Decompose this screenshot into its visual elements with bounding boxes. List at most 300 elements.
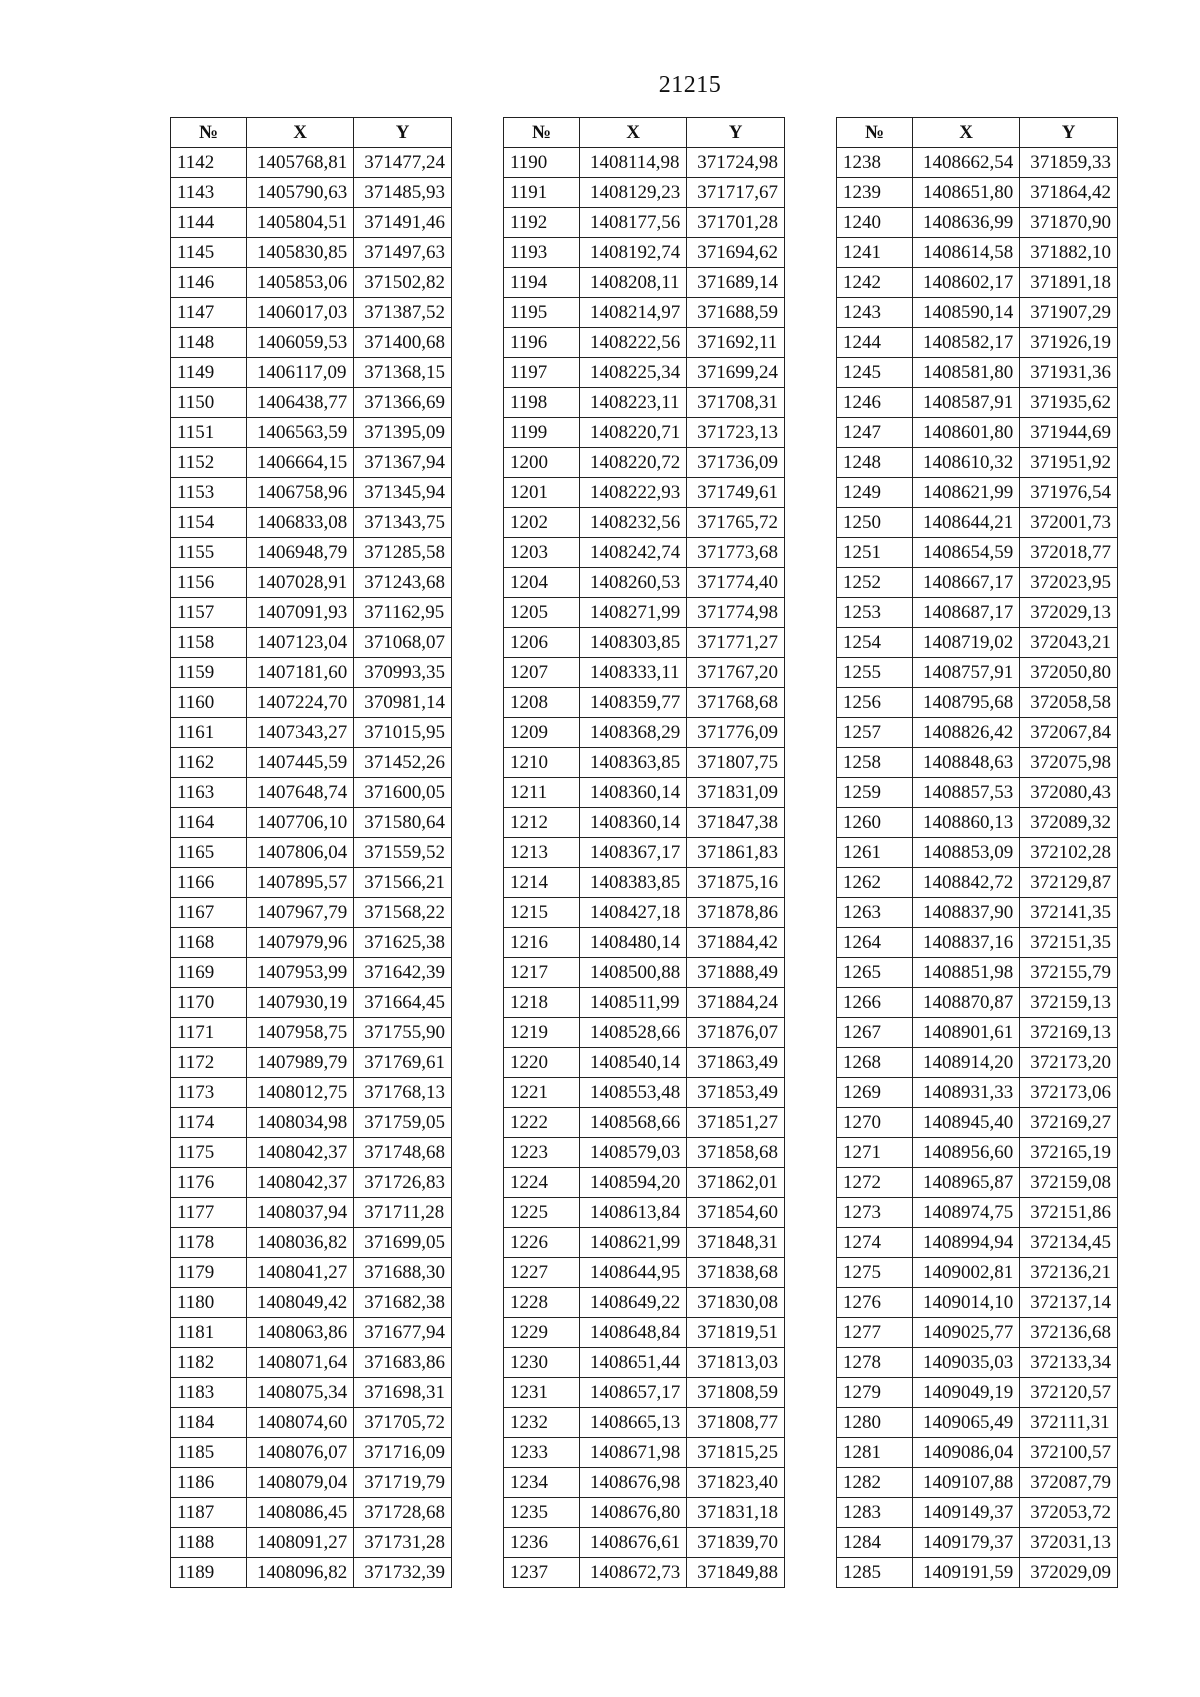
y-coordinate: 372100,57	[1020, 1438, 1118, 1468]
table-row	[171, 1138, 452, 1168]
x-coordinate: 1408621,99	[913, 478, 1020, 508]
table-row	[171, 358, 452, 388]
table-row	[171, 268, 452, 298]
table-row	[171, 658, 452, 688]
point-number: 1211	[504, 778, 580, 808]
point-number: 1180	[171, 1288, 247, 1318]
x-coordinate: 1408359,77	[580, 688, 687, 718]
y-coordinate: 371838,68	[687, 1258, 785, 1288]
y-coordinate: 371807,75	[687, 748, 785, 778]
table-row	[837, 1288, 1118, 1318]
x-coordinate: 1408826,42	[913, 718, 1020, 748]
x-coordinate: 1408649,22	[580, 1288, 687, 1318]
y-coordinate: 371068,07	[354, 628, 452, 658]
table-row	[171, 388, 452, 418]
y-coordinate: 371625,38	[354, 928, 452, 958]
y-coordinate: 371689,14	[687, 268, 785, 298]
y-coordinate: 372151,86	[1020, 1198, 1118, 1228]
y-coordinate: 371884,42	[687, 928, 785, 958]
table-row	[171, 148, 452, 178]
table-row	[171, 868, 452, 898]
y-coordinate: 371808,77	[687, 1408, 785, 1438]
point-number: 1275	[837, 1258, 913, 1288]
y-coordinate: 371861,83	[687, 838, 785, 868]
x-coordinate: 1408857,53	[913, 778, 1020, 808]
table-row	[171, 1168, 452, 1198]
table-row	[504, 688, 785, 718]
y-coordinate: 371858,68	[687, 1138, 785, 1168]
point-number: 1194	[504, 268, 580, 298]
x-coordinate: 1409014,10	[913, 1288, 1020, 1318]
page-number: 21215	[658, 72, 722, 98]
y-coordinate: 371497,63	[354, 238, 452, 268]
point-number: 1188	[171, 1528, 247, 1558]
point-number: 1229	[504, 1318, 580, 1348]
x-coordinate: 1408383,85	[580, 868, 687, 898]
x-coordinate: 1408662,54	[913, 148, 1020, 178]
x-coordinate: 1408511,99	[580, 988, 687, 1018]
x-coordinate: 1408079,04	[247, 1468, 354, 1498]
y-coordinate: 371502,82	[354, 268, 452, 298]
x-coordinate: 1405790,63	[247, 178, 354, 208]
y-coordinate: 372029,13	[1020, 598, 1118, 628]
y-coordinate: 371343,75	[354, 508, 452, 538]
point-number: 1254	[837, 628, 913, 658]
point-number: 1277	[837, 1318, 913, 1348]
table-row	[837, 598, 1118, 628]
point-number: 1220	[504, 1048, 580, 1078]
table-row	[504, 268, 785, 298]
y-coordinate: 371755,90	[354, 1018, 452, 1048]
x-coordinate: 1407979,96	[247, 928, 354, 958]
y-coordinate: 370981,14	[354, 688, 452, 718]
table-row	[504, 988, 785, 1018]
x-coordinate: 1408076,07	[247, 1438, 354, 1468]
y-coordinate: 371931,36	[1020, 358, 1118, 388]
x-coordinate: 1408848,63	[913, 748, 1020, 778]
point-number: 1258	[837, 748, 913, 778]
x-coordinate: 1408086,45	[247, 1498, 354, 1528]
x-coordinate: 1409002,81	[913, 1258, 1020, 1288]
point-number: 1265	[837, 958, 913, 988]
table-row	[504, 1228, 785, 1258]
y-coordinate: 371711,28	[354, 1198, 452, 1228]
x-coordinate: 1408360,14	[580, 778, 687, 808]
point-number: 1223	[504, 1138, 580, 1168]
point-number: 1262	[837, 868, 913, 898]
table-row	[837, 508, 1118, 538]
x-coordinate: 1408568,66	[580, 1108, 687, 1138]
x-coordinate: 1409179,37	[913, 1528, 1020, 1558]
y-coordinate: 371878,86	[687, 898, 785, 928]
table-row	[837, 208, 1118, 238]
x-coordinate: 1408676,61	[580, 1528, 687, 1558]
y-coordinate: 371694,62	[687, 238, 785, 268]
table-row	[504, 1078, 785, 1108]
table-row	[837, 1378, 1118, 1408]
x-coordinate: 1408651,80	[913, 178, 1020, 208]
y-coordinate: 372080,43	[1020, 778, 1118, 808]
point-number: 1246	[837, 388, 913, 418]
point-number: 1169	[171, 958, 247, 988]
table-row	[504, 958, 785, 988]
table-row	[837, 1528, 1118, 1558]
table-row	[837, 898, 1118, 928]
y-coordinate: 371767,20	[687, 658, 785, 688]
table-row	[171, 328, 452, 358]
point-number: 1176	[171, 1168, 247, 1198]
point-number: 1146	[171, 268, 247, 298]
y-coordinate: 371847,38	[687, 808, 785, 838]
x-coordinate: 1408837,16	[913, 928, 1020, 958]
y-coordinate: 371485,93	[354, 178, 452, 208]
x-coordinate: 1408671,98	[580, 1438, 687, 1468]
table-row	[837, 1468, 1118, 1498]
x-coordinate: 1408075,34	[247, 1378, 354, 1408]
table-row	[171, 808, 452, 838]
x-coordinate: 1407895,57	[247, 868, 354, 898]
table-row	[504, 1438, 785, 1468]
point-number: 1206	[504, 628, 580, 658]
table-row	[171, 538, 452, 568]
point-number: 1207	[504, 658, 580, 688]
table-row	[171, 1498, 452, 1528]
y-coordinate: 371732,39	[354, 1558, 452, 1588]
y-coordinate: 372087,79	[1020, 1468, 1118, 1498]
table-header-row	[171, 118, 452, 148]
point-number: 1283	[837, 1498, 913, 1528]
header-y: Y	[687, 118, 785, 148]
x-coordinate: 1408719,02	[913, 628, 1020, 658]
y-coordinate: 371776,09	[687, 718, 785, 748]
table-row	[504, 208, 785, 238]
y-coordinate: 372023,95	[1020, 568, 1118, 598]
y-coordinate: 371976,54	[1020, 478, 1118, 508]
y-coordinate: 371559,52	[354, 838, 452, 868]
table-row	[171, 748, 452, 778]
point-number: 1238	[837, 148, 913, 178]
table-row	[171, 478, 452, 508]
table-row	[837, 418, 1118, 448]
y-coordinate: 371831,18	[687, 1498, 785, 1528]
y-coordinate: 371870,90	[1020, 208, 1118, 238]
x-coordinate: 1406438,77	[247, 388, 354, 418]
point-number: 1190	[504, 148, 580, 178]
x-coordinate: 1408870,87	[913, 988, 1020, 1018]
table-row	[171, 238, 452, 268]
y-coordinate: 371688,30	[354, 1258, 452, 1288]
point-number: 1198	[504, 388, 580, 418]
table-row	[171, 1408, 452, 1438]
table-row	[837, 928, 1118, 958]
y-coordinate: 372031,13	[1020, 1528, 1118, 1558]
y-coordinate: 371935,62	[1020, 388, 1118, 418]
point-number: 1210	[504, 748, 580, 778]
x-coordinate: 1408192,74	[580, 238, 687, 268]
point-number: 1219	[504, 1018, 580, 1048]
y-coordinate: 371568,22	[354, 898, 452, 928]
point-number: 1175	[171, 1138, 247, 1168]
point-number: 1156	[171, 568, 247, 598]
point-number: 1247	[837, 418, 913, 448]
x-coordinate: 1408676,98	[580, 1468, 687, 1498]
table-row	[171, 778, 452, 808]
point-number: 1285	[837, 1558, 913, 1588]
table-row	[504, 808, 785, 838]
x-coordinate: 1409086,04	[913, 1438, 1020, 1468]
x-coordinate: 1406758,96	[247, 478, 354, 508]
point-number: 1147	[171, 298, 247, 328]
point-number: 1278	[837, 1348, 913, 1378]
table-row	[171, 988, 452, 1018]
table-row	[837, 1048, 1118, 1078]
table-row	[837, 1348, 1118, 1378]
point-number: 1284	[837, 1528, 913, 1558]
point-number: 1233	[504, 1438, 580, 1468]
table-row	[504, 538, 785, 568]
table-row	[171, 1468, 452, 1498]
table-row	[837, 388, 1118, 418]
x-coordinate: 1408333,11	[580, 658, 687, 688]
y-coordinate: 371736,09	[687, 448, 785, 478]
table-row	[837, 1168, 1118, 1198]
point-number: 1145	[171, 238, 247, 268]
y-coordinate: 372151,35	[1020, 928, 1118, 958]
table-row	[504, 718, 785, 748]
point-number: 1143	[171, 178, 247, 208]
y-coordinate: 371677,94	[354, 1318, 452, 1348]
x-coordinate: 1407343,27	[247, 718, 354, 748]
table-row	[837, 1078, 1118, 1108]
x-coordinate: 1407091,93	[247, 598, 354, 628]
point-number: 1161	[171, 718, 247, 748]
y-coordinate: 371859,33	[1020, 148, 1118, 178]
point-number: 1192	[504, 208, 580, 238]
point-number: 1260	[837, 808, 913, 838]
x-coordinate: 1408368,29	[580, 718, 687, 748]
point-number: 1189	[171, 1558, 247, 1588]
x-coordinate: 1408367,17	[580, 838, 687, 868]
point-number: 1249	[837, 478, 913, 508]
point-number: 1202	[504, 508, 580, 538]
point-number: 1250	[837, 508, 913, 538]
table-row	[171, 688, 452, 718]
point-number: 1153	[171, 478, 247, 508]
x-coordinate: 1408644,95	[580, 1258, 687, 1288]
y-coordinate: 371819,51	[687, 1318, 785, 1348]
point-number: 1155	[171, 538, 247, 568]
point-number: 1204	[504, 568, 580, 598]
x-coordinate: 1408222,93	[580, 478, 687, 508]
y-coordinate: 371682,38	[354, 1288, 452, 1318]
point-number: 1174	[171, 1108, 247, 1138]
table-row	[171, 1288, 452, 1318]
table-row	[837, 358, 1118, 388]
point-number: 1234	[504, 1468, 580, 1498]
point-number: 1222	[504, 1108, 580, 1138]
point-number: 1218	[504, 988, 580, 1018]
y-coordinate: 371688,59	[687, 298, 785, 328]
point-number: 1248	[837, 448, 913, 478]
point-number: 1200	[504, 448, 580, 478]
point-number: 1177	[171, 1198, 247, 1228]
table-row	[504, 598, 785, 628]
point-number: 1244	[837, 328, 913, 358]
x-coordinate: 1408012,75	[247, 1078, 354, 1108]
point-number: 1282	[837, 1468, 913, 1498]
x-coordinate: 1408242,74	[580, 538, 687, 568]
point-number: 1208	[504, 688, 580, 718]
point-number: 1256	[837, 688, 913, 718]
table-row	[504, 1378, 785, 1408]
y-coordinate: 372111,31	[1020, 1408, 1118, 1438]
x-coordinate: 1407445,59	[247, 748, 354, 778]
table-row	[504, 508, 785, 538]
point-number: 1163	[171, 778, 247, 808]
y-coordinate: 371771,27	[687, 628, 785, 658]
header-x: X	[247, 118, 354, 148]
y-coordinate: 371728,68	[354, 1498, 452, 1528]
x-coordinate: 1409149,37	[913, 1498, 1020, 1528]
x-coordinate: 1408096,82	[247, 1558, 354, 1588]
table-row	[504, 298, 785, 328]
y-coordinate: 371882,10	[1020, 238, 1118, 268]
y-coordinate: 372136,21	[1020, 1258, 1118, 1288]
y-coordinate: 371864,42	[1020, 178, 1118, 208]
table-row	[504, 1468, 785, 1498]
point-number: 1242	[837, 268, 913, 298]
x-coordinate: 1407706,10	[247, 808, 354, 838]
x-coordinate: 1408602,17	[913, 268, 1020, 298]
table-row	[837, 1318, 1118, 1348]
table-row	[171, 838, 452, 868]
y-coordinate: 371765,72	[687, 508, 785, 538]
x-coordinate: 1408581,80	[913, 358, 1020, 388]
point-number: 1259	[837, 778, 913, 808]
table-row	[171, 1378, 452, 1408]
y-coordinate: 371813,03	[687, 1348, 785, 1378]
point-number: 1209	[504, 718, 580, 748]
x-coordinate: 1408931,33	[913, 1078, 1020, 1108]
x-coordinate: 1408260,53	[580, 568, 687, 598]
point-number: 1171	[171, 1018, 247, 1048]
point-number: 1271	[837, 1138, 913, 1168]
table-row	[504, 1558, 785, 1588]
point-number: 1274	[837, 1228, 913, 1258]
x-coordinate: 1406059,53	[247, 328, 354, 358]
y-coordinate: 371759,05	[354, 1108, 452, 1138]
table-row	[504, 1288, 785, 1318]
table-row	[504, 478, 785, 508]
y-coordinate: 371724,98	[687, 148, 785, 178]
table-row	[837, 1408, 1118, 1438]
y-coordinate: 372129,87	[1020, 868, 1118, 898]
header-x: X	[580, 118, 687, 148]
table-row	[171, 1198, 452, 1228]
table-row	[171, 928, 452, 958]
point-number: 1197	[504, 358, 580, 388]
x-coordinate: 1408687,17	[913, 598, 1020, 628]
point-number: 1170	[171, 988, 247, 1018]
header-y: Y	[1020, 118, 1118, 148]
x-coordinate: 1406833,08	[247, 508, 354, 538]
table-row	[504, 1528, 785, 1558]
y-coordinate: 371723,13	[687, 418, 785, 448]
point-number: 1221	[504, 1078, 580, 1108]
x-coordinate: 1408360,14	[580, 808, 687, 838]
table-row	[837, 328, 1118, 358]
point-number: 1264	[837, 928, 913, 958]
y-coordinate: 371477,24	[354, 148, 452, 178]
y-coordinate: 371769,61	[354, 1048, 452, 1078]
table-row	[504, 568, 785, 598]
x-coordinate: 1408837,90	[913, 898, 1020, 928]
y-coordinate: 371698,31	[354, 1378, 452, 1408]
y-coordinate: 372053,72	[1020, 1498, 1118, 1528]
point-number: 1185	[171, 1438, 247, 1468]
x-coordinate: 1408214,97	[580, 298, 687, 328]
point-number: 1212	[504, 808, 580, 838]
point-number: 1201	[504, 478, 580, 508]
y-coordinate: 372173,06	[1020, 1078, 1118, 1108]
point-number: 1230	[504, 1348, 580, 1378]
y-coordinate: 371367,94	[354, 448, 452, 478]
point-number: 1152	[171, 448, 247, 478]
table-row	[837, 1138, 1118, 1168]
y-coordinate: 371768,68	[687, 688, 785, 718]
y-coordinate: 371774,98	[687, 598, 785, 628]
x-coordinate: 1408220,71	[580, 418, 687, 448]
point-number: 1184	[171, 1408, 247, 1438]
table-row	[837, 778, 1118, 808]
point-number: 1178	[171, 1228, 247, 1258]
x-coordinate: 1408842,72	[913, 868, 1020, 898]
point-number: 1195	[504, 298, 580, 328]
point-number: 1168	[171, 928, 247, 958]
y-coordinate: 371664,45	[354, 988, 452, 1018]
table-row	[837, 688, 1118, 718]
header-number: №	[171, 118, 247, 148]
point-number: 1186	[171, 1468, 247, 1498]
point-number: 1149	[171, 358, 247, 388]
point-number: 1225	[504, 1198, 580, 1228]
point-number: 1276	[837, 1288, 913, 1318]
y-coordinate: 372001,73	[1020, 508, 1118, 538]
x-coordinate: 1405853,06	[247, 268, 354, 298]
x-coordinate: 1406017,03	[247, 298, 354, 328]
x-coordinate: 1407989,79	[247, 1048, 354, 1078]
x-coordinate: 1408303,85	[580, 628, 687, 658]
table-row	[504, 628, 785, 658]
y-coordinate: 372169,27	[1020, 1108, 1118, 1138]
point-number: 1272	[837, 1168, 913, 1198]
point-number: 1214	[504, 868, 580, 898]
point-number: 1203	[504, 538, 580, 568]
x-coordinate: 1409035,03	[913, 1348, 1020, 1378]
y-coordinate: 372043,21	[1020, 628, 1118, 658]
y-coordinate: 371600,05	[354, 778, 452, 808]
y-coordinate: 372075,98	[1020, 748, 1118, 778]
x-coordinate: 1408129,23	[580, 178, 687, 208]
point-number: 1165	[171, 838, 247, 868]
x-coordinate: 1407953,99	[247, 958, 354, 988]
table-row	[171, 718, 452, 748]
point-number: 1183	[171, 1378, 247, 1408]
y-coordinate: 371831,09	[687, 778, 785, 808]
y-coordinate: 372159,08	[1020, 1168, 1118, 1198]
y-coordinate: 371863,49	[687, 1048, 785, 1078]
table-row	[171, 1228, 452, 1258]
